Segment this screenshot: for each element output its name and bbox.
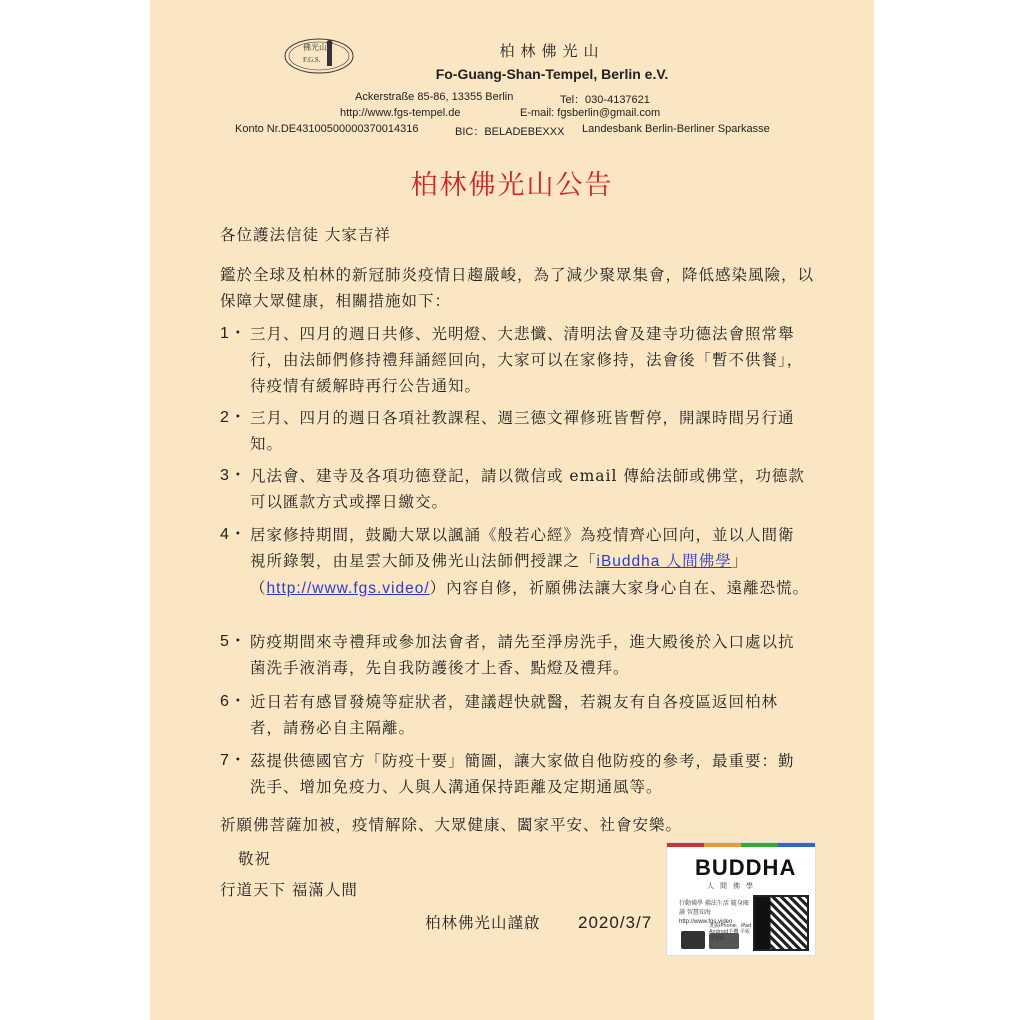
promo-subtitle: 人間佛學 <box>707 882 759 890</box>
ibuddha-link[interactable]: iBuddha 人間佛學 <box>596 553 732 570</box>
respect-line: 敬祝 <box>238 850 272 868</box>
promo-stripe <box>667 843 815 847</box>
item-number: 2・ <box>220 409 247 426</box>
qr-code-icon <box>753 895 809 951</box>
item-text: 三月、四月的週日共修、光明燈、大悲懺、清明法會及建寺功德法會照常舉行，由法師們修持禮拜誦經回向，大家可以在家修持，法會後「暫不供餐」，待疫情有緩解時再行公告通知。 <box>250 325 804 395</box>
item-number: 3・ <box>220 467 247 484</box>
item-text: 三月、四月的週日各項社教課程、週三德文禪修班皆暫停，開課時間另行通知。 <box>250 409 795 453</box>
notice-title: 柏林佛光山公告 <box>410 170 614 201</box>
ibuddha-promo-card <box>666 842 816 956</box>
fgs-video-link[interactable]: http://www.fgs.video/ <box>266 580 430 597</box>
item-number: 1・ <box>220 325 247 342</box>
header-title-de: Fo-Guang-Shan-Tempel, Berlin e.V. <box>435 66 669 82</box>
closing-paragraph: 祈願佛菩薩加被，疫情解除、大眾健康、闔家平安、社會安樂。 <box>220 816 683 834</box>
blessing-line: 行道天下 福滿人間 <box>220 881 358 899</box>
list-item <box>220 748 810 800</box>
item-text: 防疫期間來寺禮拜或參加法會者，請先至淨房洗手，進大殿後於入口處以抗菌洗手液消毒，先自我防護後才上香、點燈及禮拜。 <box>250 633 795 677</box>
list-item <box>220 629 810 681</box>
signature: 柏林佛光山謹啟 <box>425 914 541 932</box>
promo-text: 行動佛學 佛法生活 隨身閱讀 智慧知海 <box>679 900 749 916</box>
list-item <box>220 321 810 399</box>
item-text-c: ）內容自修，祈願佛法讓大家身心自在、遠離恐慌。 <box>429 579 810 597</box>
promo-url: http://www.fgs.video <box>679 919 733 925</box>
promo-platform: 支援iPhone、iPad Android手機 平板及電腦 <box>709 923 752 941</box>
header-tel: Tel：030-4137621 <box>560 94 650 106</box>
item-text: 茲提供德國官方「防疫十要」簡圖，讓大家做自他防疫的參考，最重要：勤洗手、增加免疫力、人與人溝通保持距離及定期通風等。 <box>250 752 795 796</box>
item-text-b: 」（ <box>250 552 749 597</box>
date: 2020/3/7 <box>578 913 653 932</box>
header-email[interactable]: E-mail: fgsberlin@gmail.com <box>520 107 661 119</box>
item-text-a: 居家修持期間，鼓勵大眾以諷誦《般若心經》為疫情齊心回向，並以人間衛視所錄製，由星雲大師及佛光山法師們授課之「 <box>250 526 795 570</box>
list-item <box>220 463 810 515</box>
notice-page <box>150 0 874 1020</box>
greeting: 各位護法信徒 大家吉祥 <box>220 226 391 244</box>
item-number: 6・ <box>220 693 247 710</box>
header-bank: Landesbank Berlin-Berliner Sparkasse <box>582 123 770 135</box>
item-number: 4・ <box>220 526 247 543</box>
item-text: 凡法會、建寺及各項功德登記，請以微信或 email 傳給法師或佛堂，功德款可以匯款方式或擇日繳交。 <box>250 467 805 511</box>
intro-paragraph: 鑑於全球及柏林的新冠肺炎疫情日趨嚴峻，為了減少聚眾集會，降低感染風險，以保障大眾健康，相關措施如下： <box>220 266 815 310</box>
item-number: 5・ <box>220 633 247 650</box>
header-address: Ackerstraße 85-86, 13355 Berlin <box>355 91 514 103</box>
header-konto: Konto Nr.DE43100500000370014316 <box>235 123 419 135</box>
promo-logo: BUDDHA <box>695 855 797 880</box>
header-bic: BIC：BELADEBEXXX <box>455 126 565 138</box>
phone-icon <box>681 931 705 949</box>
item-text: 近日若有感冒發燒等症狀者，建議趕快就醫，若親友有自各疫區返回柏林者，請務必自主隔離。 <box>250 693 779 737</box>
list-item <box>220 689 810 741</box>
list-item <box>220 522 810 602</box>
header-website[interactable]: http://www.fgs-tempel.de <box>340 107 461 119</box>
logo-text: 佛光山 <box>303 43 327 52</box>
list-item <box>220 405 810 457</box>
logo-sub: F.G.S. <box>303 56 321 64</box>
header-title-zh: 柏林佛光山 <box>499 42 605 60</box>
item-number: 7・ <box>220 752 247 769</box>
